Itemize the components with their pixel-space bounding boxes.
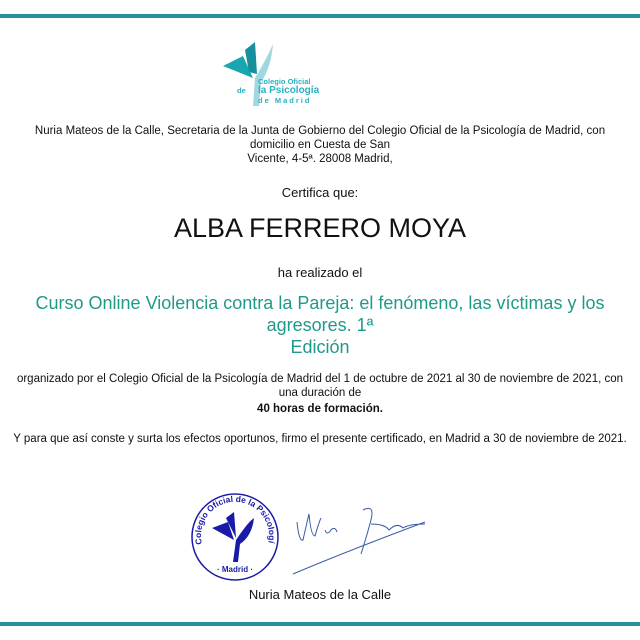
- course-title-line1: Curso Online Violencia contra la Pareja: el fenómeno, las víctimas y los agresores. 1ª: [35, 293, 605, 335]
- logo-line2: la Psicología: [258, 85, 320, 96]
- details-line: organizado por el Colegio Oficial de la Psicología de Madrid del 1 de octubre de 2021 al 30 de noviembre de 2021, con una duración de: [16, 373, 624, 399]
- logo-line1: Colegio Oficial: [258, 77, 311, 86]
- certifies-label: Certifica que:: [281, 185, 359, 200]
- signature: [285, 502, 435, 582]
- top-border: [0, 14, 640, 18]
- official-seal: [190, 492, 280, 582]
- hours-line: 40 horas de formación.: [257, 403, 383, 415]
- seal-ring-text: Colegio Oficial de la Psicologí: [192, 493, 278, 546]
- logo-line3: de Madrid: [258, 96, 312, 105]
- address-line1: Nuria Mateos de la Calle, Secretaria de la Junta de Gobierno del Colegio Oficial de la Psicología de Madrid, con domicilio en Cuesta de San: [34, 125, 606, 151]
- college-logo: [215, 38, 335, 108]
- logo-prefix: de: [237, 86, 246, 95]
- address-line2: Vicente, 4-5ª. 28008 Madrid,: [247, 153, 393, 165]
- seal-icon: [190, 492, 280, 582]
- course-title-line2: Edición: [290, 337, 350, 357]
- signature-icon: [285, 502, 435, 582]
- signatory-name: Nuria Mateos de la Calle: [248, 587, 392, 602]
- seal-bottom-text: · Madrid ·: [217, 565, 253, 574]
- completed-label: ha realizado el: [277, 265, 363, 280]
- closing-line: Y para que así conste y surta los efectos oportunos, firmo el presente certificado, en Madrid a 30 de noviembre de 2021.: [13, 433, 627, 445]
- recipient-name: ALBA FERRERO MOYA: [173, 213, 467, 243]
- bottom-border: [0, 622, 640, 626]
